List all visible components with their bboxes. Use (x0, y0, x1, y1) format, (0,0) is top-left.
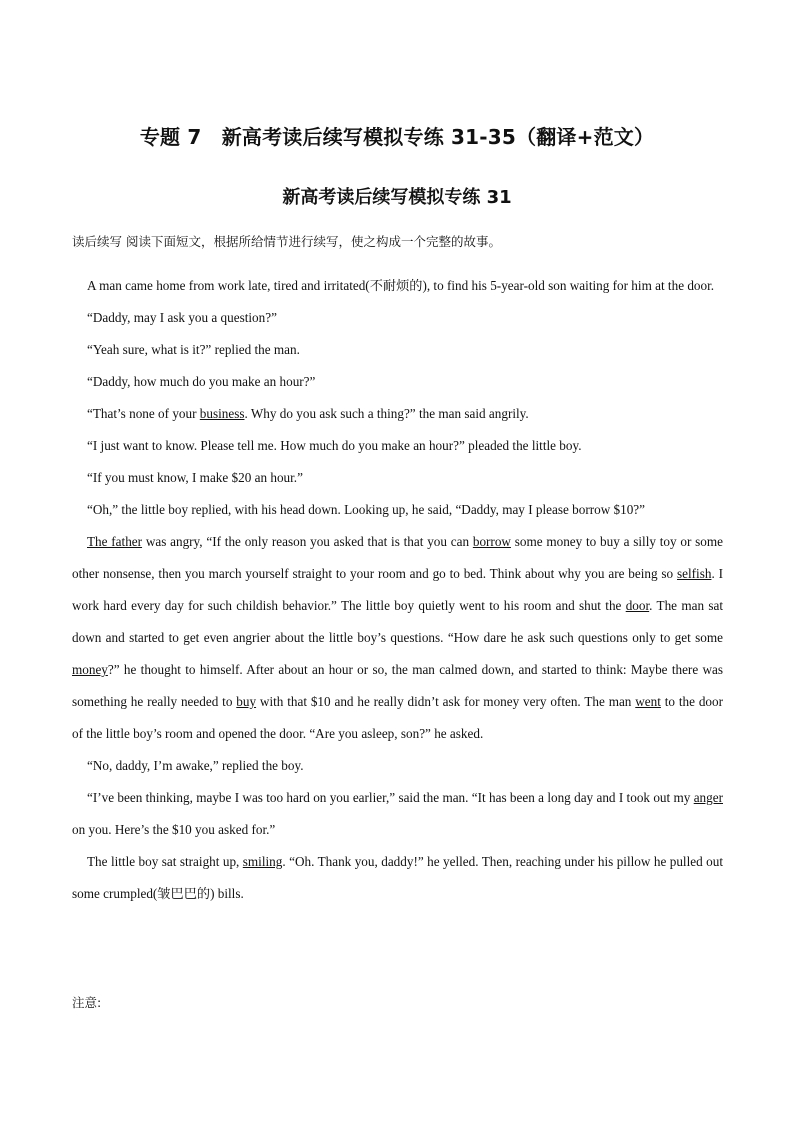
text-run: on you. Here’s the $10 you asked for.” (72, 822, 276, 837)
story-paragraph: A man came home from work late, tired and irritated(不耐烦的), to find his 5-year-old son waiting for him at the door. (87, 278, 715, 293)
text-run: some money to buy a silly toy or some other nonsense, then you march yourself straight to your room and go to bed. Think about why you are being so (72, 534, 724, 581)
underlined-word: anger (693, 790, 723, 805)
text-run: ?” he thought to himself. After about an hour or so, the man calmed down, and started to think: Maybe there was something he really needed to (72, 662, 723, 709)
underlined-word: The father (87, 534, 143, 549)
story-paragraph: “Yeah sure, what is it?” replied the man. (87, 342, 300, 357)
story-paragraph (72, 398, 723, 430)
story-paragraph: “I just want to know. Please tell me. How much do you make an hour?” pleaded the little boy. (87, 438, 582, 453)
underlined-word: business (199, 406, 245, 421)
story-paragraph (72, 526, 723, 750)
story-paragraph (72, 782, 723, 846)
text-run: “That’s none of your (87, 406, 200, 421)
text-run: . The man sat down and started to get even angrier about the little boy’s questions. “How dare he ask such questions only to get some (72, 598, 723, 645)
story-paragraph: “Oh,” the little boy replied, with his head down. Looking up, he said, “Daddy, may I please borrow $10?” (87, 502, 646, 517)
underlined-word: went (635, 694, 661, 709)
text-run: “I’ve been thinking, maybe I was too hard on you earlier,” said the man. “It has been a long day and I took out my (87, 790, 694, 805)
text-run: . I work hard every day for such childish behavior.” The little boy quietly went to his room and shut the (72, 566, 723, 613)
story-paragraph: “Daddy, how much do you make an hour?” (87, 374, 316, 389)
note-label: 注意: (72, 995, 102, 1010)
underlined-word: buy (236, 694, 257, 709)
text-run: . Why do you ask such a thing?” the man said angrily. (244, 406, 529, 421)
story-paragraph: “If you must know, I make $20 an hour.” (87, 470, 303, 485)
text-run: was angry, “If the only reason you asked that is that you can (142, 534, 473, 549)
document-title: 专题 7 新高考读后续写模拟专练 31-35（翻译+范文） (139, 125, 655, 149)
underlined-word: borrow (472, 534, 511, 549)
underlined-word: smiling (242, 854, 283, 869)
task-instruction: 读后续写 阅读下面短文，根据所给情节进行续写，使之构成一个完整的故事。 (72, 234, 501, 249)
text-run: to the door of the little boy’s room and opened the door. “Are you asleep, son?” he asked. (72, 694, 724, 741)
section-subtitle: 新高考读后续写模拟专练 31 (282, 187, 512, 208)
story-passage (72, 270, 723, 910)
story-paragraph: “No, daddy, I’m awake,” replied the boy. (87, 758, 304, 773)
underlined-word: door (625, 598, 650, 613)
text-run: . “Oh. Thank you, daddy!” he yelled. Then, reaching under his pillow he pulled out some crumpled(皱巴巴的) bills. (72, 854, 723, 901)
story-paragraph (72, 846, 723, 910)
text-run: The little boy sat straight up, (87, 854, 243, 869)
underlined-word: money (72, 662, 108, 677)
text-run: with that $10 and he really didn’t ask for money very often. The man (256, 694, 636, 709)
underlined-word: selfish (677, 566, 712, 581)
story-paragraph: “Daddy, may I ask you a question?” (87, 310, 277, 325)
